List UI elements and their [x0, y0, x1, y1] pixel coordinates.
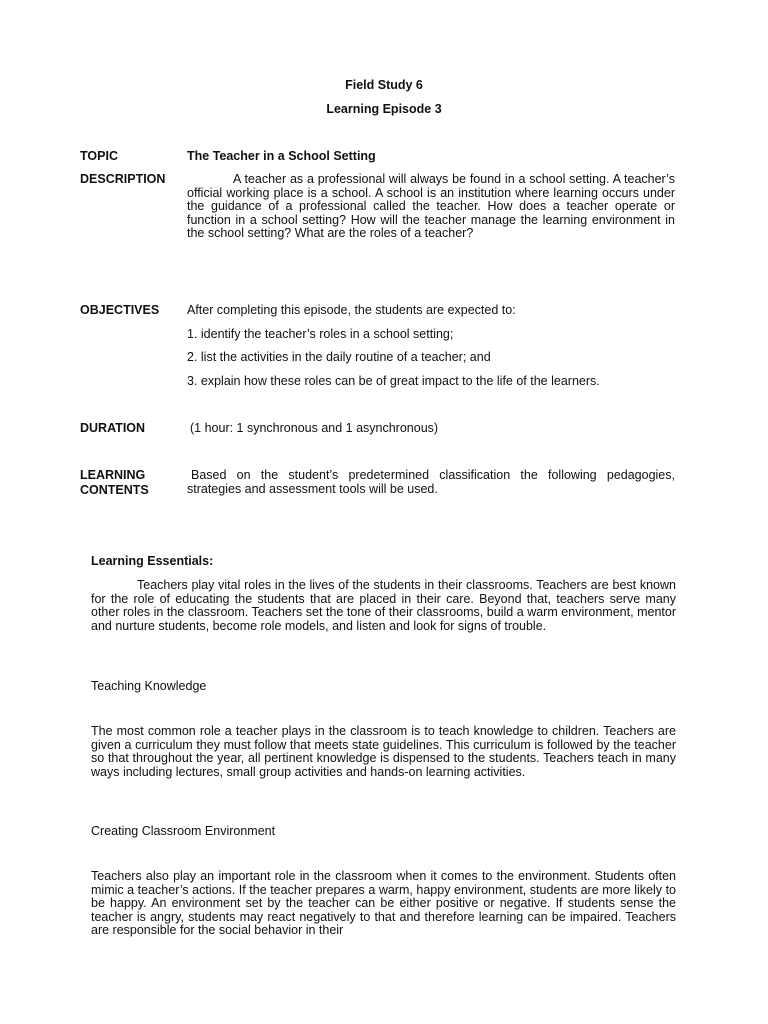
- objective-item: 2. list the activities in the daily routine of a teacher; and: [187, 350, 491, 364]
- duration-label: DURATION: [80, 421, 146, 435]
- description-text: A teacher as a professional will always be found in a school setting. A teacher’s official working place is a school. A school is an institution where learning occurs under the guidance of a professional called the teacher. How does a teacher operate or function in a school setting? How will the teacher manage the learning environment in the school setting? What are the roles of a teacher?: [187, 172, 675, 240]
- section-title: Creating Classroom Environment: [91, 824, 276, 838]
- objective-item: 3. explain how these roles can be of great impact to the life of the learners.: [187, 374, 600, 388]
- essentials-heading: Learning Essentials:: [91, 554, 214, 568]
- essentials-intro: Teachers play vital roles in the lives of the students in their classrooms. Teachers are best known for the role of educating the students that are placed in their care. Beyond that, teachers serve many other roles in the classroom. Teachers set the tone of their classrooms, build a warm environment, mentor and nurture students, become role models, and listen and look for signs of trouble.: [91, 578, 676, 633]
- course-title: Field Study 6: [345, 78, 423, 92]
- learning-label: LEARNING: [80, 468, 146, 482]
- section-title: Teaching Knowledge: [91, 679, 207, 693]
- section-text: Teachers also play an important role in the classroom when it comes to the environment. Students often mimic a teacher’s actions. If the teacher prepares a warm, happy environment, students are more likely to be happy. An environment set by the teacher can be either positive or negative. If students sense the teacher is angry, students may react negatively to that and therefore learning can be impaired. Teachers are responsible for the social behavior in their: [91, 869, 676, 937]
- section-text: The most common role a teacher plays in the classroom is to teach knowledge to children. Teachers are given a curriculum they must follow that meets state guidelines. This curriculum is followed by the teacher so that throughout the year, all pertinent knowledge is dispensed to the students. Teachers teach in many ways including lectures, small group activities and hands-on learning activities.: [91, 724, 676, 779]
- description-label: DESCRIPTION: [80, 172, 166, 186]
- topic-value: The Teacher in a School Setting: [187, 149, 376, 163]
- objective-item: 1. identify the teacher’s roles in a school setting;: [187, 327, 454, 341]
- duration-value: (1 hour: 1 synchronous and 1 asynchronous): [190, 421, 439, 435]
- objectives-label: OBJECTIVES: [80, 303, 160, 317]
- contents-label: CONTENTS: [80, 483, 149, 497]
- topic-label: TOPIC: [80, 149, 118, 163]
- learning-contents-text: Based on the student’s predetermined classification the following pedagogies, strategies and assessment tools will be used.: [187, 468, 675, 496]
- objectives-intro: After completing this episode, the students are expected to:: [187, 303, 516, 317]
- episode-title: Learning Episode 3: [326, 102, 442, 116]
